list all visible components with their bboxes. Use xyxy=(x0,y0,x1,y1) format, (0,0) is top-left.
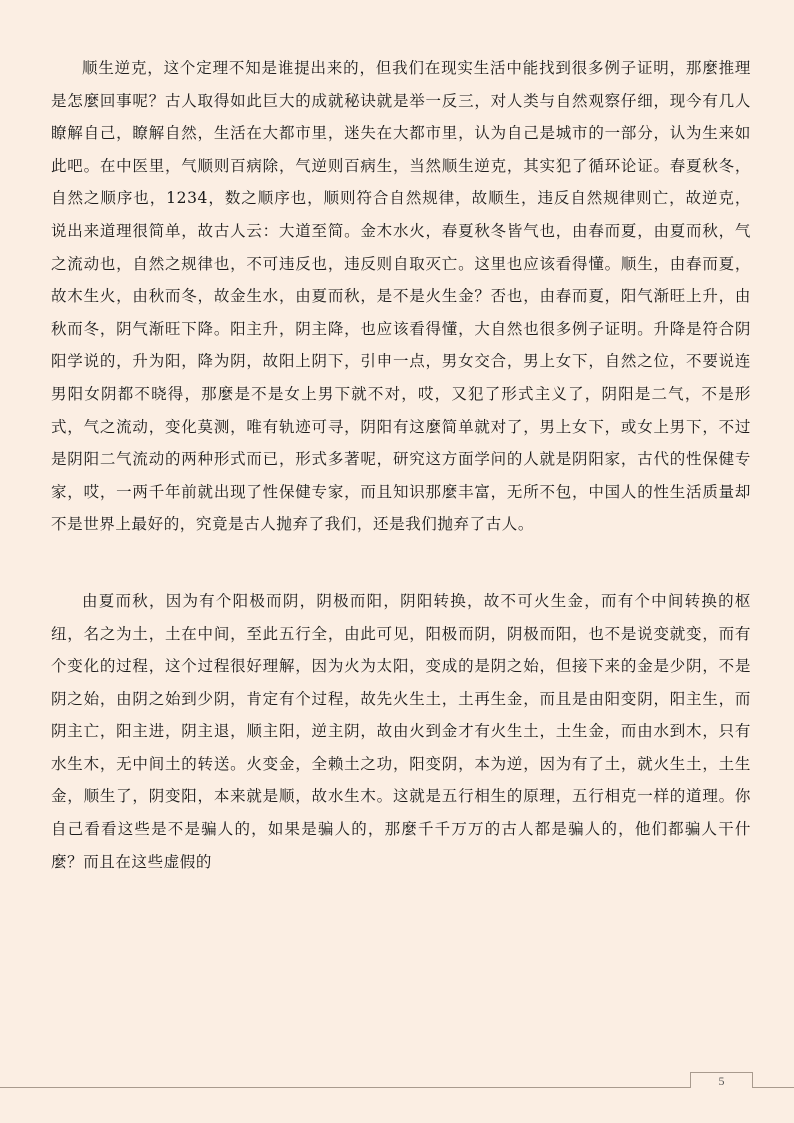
page-number: 5 xyxy=(690,1072,753,1088)
page-body xyxy=(51,52,751,878)
footer-rule xyxy=(0,1087,690,1088)
body-paragraph: 由夏而秋，因为有个阳极而阴，阴极而阳，阴阳转换，故不可火生金，而有个中间转换的枢纽，名之为土，土在中间，至此五行全，由此可见，阳极而阴，阴极而阳，也不是说变就变，而有个变化的过程，这个过程很好理解，因为火为太阳，变成的是阴之始，但接下来的金是少阴，不是阴之始，由阴之始到少阴，肯定有个过程，故先火生土，土再生金，而且是由阳变阴，阳主生，而阴主亡，阳主进，阴主退，顺主阳，逆主阴，故由火到金才有火生土，土生金，而由水到木，只有水生木，无中间土的转送。火变金，全赖土之功，阳变阴，本为逆，因为有了土，就火生土，土生金，顺生了，阴变阳，本来就是顺，故水生木。这就是五行相生的原理，五行相克一样的道理。你自己看看这些是不是骗人的，如果是骗人的，那麼千千万万的古人都是骗人的，他们都骗人干什麼？而且在这些虚假的 xyxy=(51,591,751,871)
footer-rule xyxy=(752,1087,794,1088)
body-paragraph: 顺生逆克，这个定理不知是谁提出来的，但我们在现实生活中能找到很多例子证明，那麼推理是怎麼回事呢？古人取得如此巨大的成就秘诀就是举一反三，对人类与自然观察仔细，现今有几人瞭解自己，瞭解自然，生活在大都市里，迷失在大都市里，认为自己是城市的一部分，认为生来如此吧。在中医里，气顺则百病除，气逆则百病生，当然顺生逆克，其实犯了循环论证。春夏秋冬，自然之顺序也，1234，数之顺序也，顺则符合自然规律，故顺生，违反自然规律则亡，故逆克，说出来道理很简单，故古人云：大道至简。金木水火，春夏秋冬皆气也，由春而夏，由夏而秋，气之流动也，自然之规律也，不可违反也，违反则自取灭亡。这里也应该看得懂。顺生，由春而夏，故木生火，由秋而冬，故金生水，由夏而秋，是不是火生金？否也，由春而夏，阳气渐旺上升，由秋而冬，阴气渐旺下降。阳主升，阴主降，也应该看得懂，大自然也很多例子证明。升降是符合阴阳学说的，升为阳，降为阴，故阳上阴下，引申一点，男女交合，男上女下，自然之位，不要说连男阳女阴都不晓得，那麼是不是女上男下就不对，哎，又犯了形式主义了，阴阳是二气，不是形式，气之流动，变化莫测，唯有轨迹可寻，阴阳有这麼简单就对了，男上女下，或女上男下，不过是阴阳二气流动的两种形式而已，形式多著呢，研究这方面学问的人就是阴阳家，古代的性保健专家，哎，一两千年前就出现了性保健专家，而且知识那麼丰富，无所不包，中国人的性生活质量却不是世界上最好的，究竟是古人抛弃了我们，还是我们抛弃了古人。 xyxy=(51,59,751,534)
